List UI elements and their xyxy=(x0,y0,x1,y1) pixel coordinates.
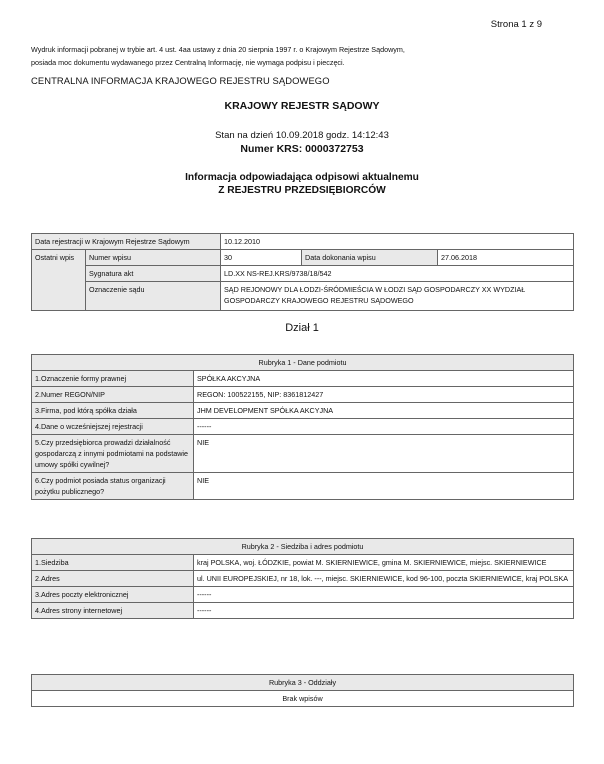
row-value: SPÓŁKA AKCYJNA xyxy=(194,371,574,387)
section-title: Dział 1 xyxy=(285,322,319,334)
table-row xyxy=(32,587,574,603)
court-value: SĄD REJONOWY DLA ŁODZI-ŚRÓDMIEŚCIA W ŁODZI SĄD GOSPODARCZY XX WYDZIAŁ GOSPODARCZY KRAJOWEGO REJESTRU SĄDOWEGO xyxy=(221,282,574,311)
row-value: NIE xyxy=(194,473,574,500)
table-row xyxy=(32,435,574,473)
row-value: REGON: 100522155, NIP: 8361812427 xyxy=(194,387,574,403)
row-label: 6.Czy podmiot posiada status organizacji pożytku publicznego? xyxy=(32,473,194,500)
table-row xyxy=(32,266,574,282)
entry-date-label: Data dokonania wpisu xyxy=(302,250,438,266)
rubryka-3-title: Rubryka 3 - Oddziały xyxy=(32,675,574,691)
institution-name: CENTRALNA INFORMACJA KRAJOWEGO REJESTRU SĄDOWEGO xyxy=(31,75,330,86)
rubryka-2-title: Rubryka 2 - Siedziba i adres podmiotu xyxy=(32,539,574,555)
table-row xyxy=(32,234,574,250)
krs-number: Numer KRS: 0000372753 xyxy=(240,143,364,155)
registration-date-label: Data rejestracji w Krajowym Rejestrze Sądowym xyxy=(32,234,221,250)
table-row xyxy=(32,403,574,419)
row-value: NIE xyxy=(194,435,574,473)
table-row xyxy=(32,555,574,571)
entry-number-value: 30 xyxy=(221,250,302,266)
row-value: ------ xyxy=(194,587,574,603)
table-row xyxy=(32,473,574,500)
row-label: 1.Siedziba xyxy=(32,555,194,571)
table-row xyxy=(32,603,574,619)
legal-notice-line-1: Wydruk informacji pobranej w trybie art. 4 ust. 4aa ustawy z dnia 20 sierpnia 1997 r. o Krajowym Rejestrze Sądowym, xyxy=(31,45,405,54)
entry-date-value: 27.06.2018 xyxy=(438,250,574,266)
row-label: 2.Numer REGON/NIP xyxy=(32,387,194,403)
row-value: ul. UNII EUROPEJSKIEJ, nr 18, lok. ---, miejsc. SKIERNIEWICE, kod 96-100, poczta SKIERNIEWICE, kraj POLSKA xyxy=(194,571,574,587)
last-entry-label: Ostatni wpis xyxy=(32,250,86,311)
legal-notice-line-2: posiada moc dokumentu wydawanego przez Centralną Informację, nie wymaga podpisu i pieczęci. xyxy=(31,58,345,67)
row-value: ------ xyxy=(194,419,574,435)
signature-value: LD.XX NS-REJ.KRS/9738/18/542 xyxy=(221,266,574,282)
row-label: 5.Czy przedsiębiorca prowadzi działalność gospodarczą z innymi podmiotami na podstawie umowy spółki cywilnej? xyxy=(32,435,194,473)
table-row xyxy=(32,419,574,435)
table-row xyxy=(32,675,574,691)
row-label: 4.Adres strony internetowej xyxy=(32,603,194,619)
row-label: 2.Adres xyxy=(32,571,194,587)
rubryka-1-title: Rubryka 1 - Dane podmiotu xyxy=(32,355,574,371)
as-of-date: Stan na dzień 10.09.2018 godz. 14:12:43 xyxy=(215,130,389,141)
no-entries-text: Brak wpisów xyxy=(32,691,574,707)
table-row xyxy=(32,371,574,387)
rubryka-2-table xyxy=(31,538,574,619)
table-row xyxy=(32,250,574,266)
rubryka-3-table xyxy=(31,674,574,707)
row-value: kraj POLSKA, woj. ŁÓDZKIE, powiat M. SKIERNIEWICE, gmina M. SKIERNIEWICE, miejsc. SKIERNIEWICE xyxy=(194,555,574,571)
page-number: Strona 1 z 9 xyxy=(490,19,542,30)
table-row xyxy=(32,691,574,707)
info-title-line-1: Informacja odpowiadająca odpisowi aktualnemu xyxy=(185,172,419,183)
table-row xyxy=(32,387,574,403)
row-label: 3.Adres poczty elektronicznej xyxy=(32,587,194,603)
row-label: 4.Dane o wcześniejszej rejestracji xyxy=(32,419,194,435)
register-title: KRAJOWY REJESTR SĄDOWY xyxy=(224,100,380,112)
row-value: JHM DEVELOPMENT SPÓŁKA AKCYJNA xyxy=(194,403,574,419)
registration-date-value: 10.12.2010 xyxy=(221,234,574,250)
legal-notice xyxy=(31,43,571,69)
entry-number-label: Numer wpisu xyxy=(86,250,221,266)
signature-label: Sygnatura akt xyxy=(86,266,221,282)
rubryka-1-table xyxy=(31,354,574,500)
row-label: 1.Oznaczenie formy prawnej xyxy=(32,371,194,387)
table-row xyxy=(32,539,574,555)
court-label: Oznaczenie sądu xyxy=(86,282,221,311)
table-row xyxy=(32,282,574,311)
row-value: ------ xyxy=(194,603,574,619)
registration-table xyxy=(31,233,574,311)
table-row xyxy=(32,571,574,587)
table-row xyxy=(32,355,574,371)
row-label: 3.Firma, pod którą spółka działa xyxy=(32,403,194,419)
info-title-line-2: Z REJESTRU PRZEDSIĘBIORCÓW xyxy=(218,185,386,196)
